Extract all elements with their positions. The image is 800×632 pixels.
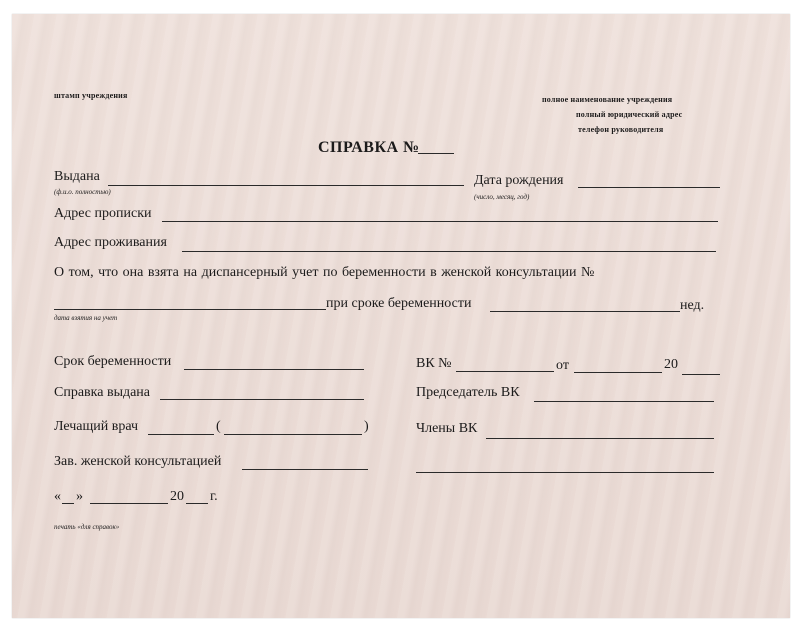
registration-address-label: Адрес прописки <box>54 206 152 221</box>
registration-date-hint: дата взятия на учет <box>54 314 118 322</box>
residence-address-label: Адрес проживания <box>54 235 167 250</box>
certificate-issued-field[interactable] <box>160 399 364 400</box>
date-month-field[interactable] <box>90 503 168 504</box>
vk-members-field[interactable] <box>486 438 714 439</box>
vk-chair-label: Председатель ВК <box>416 385 520 400</box>
date-day-field[interactable] <box>62 503 74 504</box>
doctor-paren-open: ( <box>216 419 221 434</box>
registration-date-field[interactable] <box>54 309 326 310</box>
institution-name-label: полное наименование учреждения <box>542 95 673 104</box>
issued-to-label: Выдана <box>54 169 100 184</box>
vk-year-label: 20 <box>664 357 678 372</box>
certificate-form <box>12 14 790 618</box>
birth-date-label: Дата рождения <box>474 173 564 188</box>
date-year-label: 20 <box>170 489 184 504</box>
date-year-suffix: г. <box>210 489 218 504</box>
date-quote-close: » <box>76 489 83 504</box>
vk-from-label: от <box>556 358 569 373</box>
registration-address-field[interactable] <box>162 221 718 222</box>
stamp-note: печать «для справок» <box>54 523 120 531</box>
vk-members-field-2[interactable] <box>416 472 714 473</box>
residence-address-field[interactable] <box>182 251 716 252</box>
stamp-label: штамп учреждения <box>54 91 128 100</box>
doctor-label: Лечащий врач <box>54 419 139 434</box>
head-consultation-label: Зав. женской консультацией <box>54 454 222 469</box>
certificate-issued-label: Справка выдана <box>54 385 151 400</box>
vk-members-label: Члены ВК <box>416 421 478 436</box>
pregnancy-term-label: Срок беременности <box>54 354 172 369</box>
page-title: СПРАВКА № <box>318 139 420 156</box>
certificate-number-field[interactable] <box>418 153 454 154</box>
term-at-registration-field[interactable] <box>490 311 680 312</box>
vk-date-field[interactable] <box>574 372 662 373</box>
vk-chair-field[interactable] <box>534 401 714 402</box>
vk-number-field[interactable] <box>456 371 554 372</box>
legal-address-label: полный юридический адрес <box>576 110 683 119</box>
statement-text: О том, что она взята на диспансерный учет по беременности в женской консультации № <box>54 265 595 280</box>
director-phone-label: телефон руководителя <box>578 125 664 134</box>
doctor-signature-field[interactable] <box>148 434 214 435</box>
issued-to-field[interactable] <box>108 185 464 186</box>
weeks-label: нед. <box>680 298 705 313</box>
term-at-registration-label: при сроке беременности <box>326 296 472 311</box>
fio-hint: (ф.и.о. полностью) <box>54 188 111 196</box>
doctor-name-field[interactable] <box>224 434 362 435</box>
date-year-field[interactable] <box>186 503 208 504</box>
date-quote-open: « <box>54 489 61 504</box>
pregnancy-term-field[interactable] <box>184 369 364 370</box>
doctor-paren-close: ) <box>364 419 369 434</box>
vk-number-label: ВК № <box>416 356 452 371</box>
head-consultation-field[interactable] <box>242 469 368 470</box>
birth-date-hint: (число, месяц, год) <box>474 193 530 201</box>
birth-date-field[interactable] <box>578 187 720 188</box>
vk-year-field[interactable] <box>682 374 720 375</box>
